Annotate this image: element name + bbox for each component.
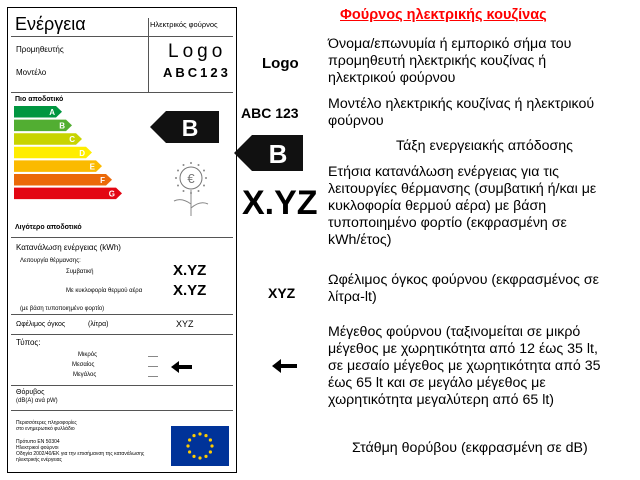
callout-consumption: X.YZ <box>242 184 318 222</box>
desc-supplier-line: Όνομα/επωνυμία ή εμπορικό σήμα του <box>328 36 572 52</box>
flower-star <box>203 170 205 172</box>
desc-model <box>328 96 594 130</box>
type-rule <box>11 385 233 386</box>
consumption-label: Κατανάλωση ενέργειας (kWh) <box>16 243 121 252</box>
desc-supplier <box>328 36 571 87</box>
supplier-rule <box>11 92 233 93</box>
efficiency-bar-letter: B <box>59 121 65 131</box>
eu-flag-star <box>209 450 212 453</box>
desc-size-line: σε μεσαίο μέγεθος με χωρητικότητα από 35 <box>328 358 601 374</box>
energy-label <box>7 7 237 473</box>
desc-model-line: Μοντέλο ηλεκτρικής κουζίνας ή ηλεκτρικού <box>328 96 595 112</box>
size-indicator-arrow-icon <box>171 361 193 373</box>
noise-label: Θόρυβος <box>16 389 45 396</box>
eu-flag-icon <box>171 426 229 466</box>
useful-volume-value: XYZ <box>176 319 194 329</box>
flower-star <box>175 177 177 179</box>
flower-star <box>190 192 192 194</box>
efficiency-scale <box>8 104 236 222</box>
size-small-dash <box>148 356 158 357</box>
desc-supplier-line: ηλεκτρικού φούρνου <box>328 70 456 86</box>
eu-flag-star <box>192 434 195 437</box>
desc-consumption-line: kWh/έτος) <box>328 232 392 248</box>
flower-star <box>183 164 185 166</box>
size-large-dash <box>148 376 158 377</box>
desc-consumption-line: Ετήσια κατανάλωση ενέργειας για τις <box>328 164 559 180</box>
size-large-label: Μεγάλος <box>73 372 97 378</box>
callout-model: ABC 123 <box>241 105 299 121</box>
noise-unit: (dB(A) ανά pW) <box>16 398 58 404</box>
desc-size <box>328 324 601 409</box>
info-line-2: στο ενημερωτικό φυλλάδιο <box>16 426 75 432</box>
desc-consumption-line: λειτουργίες θέρμανσης (συμβατική ή/και με <box>328 181 597 197</box>
efficiency-bar-f <box>14 174 112 186</box>
type-label: Τύπος: <box>16 338 41 347</box>
eu-flag-star <box>188 450 191 453</box>
desc-noise-line: Στάθμη θορύβου (εκφρασμένη σε dB) <box>352 440 588 456</box>
eu-flag-star <box>204 455 207 458</box>
desc-size-line: μέγεθος με χωρητικότητα από 12 έως 35 lt, <box>328 341 598 357</box>
flower-star <box>183 190 185 192</box>
desc-class-line: Τάξη ενεργειακής απόδοσης <box>396 138 573 154</box>
standard-load-label: (με βάση τυποποιημένο φορτίο) <box>20 306 105 312</box>
callout-class-letter: B <box>268 139 288 169</box>
heating-function-label: Λειτουργία θέρμανσης: <box>20 258 81 264</box>
more-efficient-label: Πιο αποδοτικό <box>15 96 64 103</box>
eu-flag-star <box>198 432 201 435</box>
efficiency-bar-letter: C <box>69 135 75 145</box>
efficiency-bar-letter: E <box>89 162 95 172</box>
noise-rule <box>11 410 233 411</box>
desc-size-line: χωρητικότητα μεγαλύτερη από 65 lt) <box>328 392 555 408</box>
flower-star <box>198 164 200 166</box>
model-value: ABC123 <box>163 65 231 80</box>
conventional-label: Συμβατική <box>66 269 94 275</box>
useful-volume-label: Ωφέλιμος όγκος <box>16 321 66 328</box>
header-rule <box>11 36 233 37</box>
desc-consumption-line: κυκλοφορία θερμού αέρα) με βάση <box>328 198 547 214</box>
svg-text:€: € <box>187 171 195 186</box>
flower-star <box>190 162 192 164</box>
less-efficient-label: Λιγότερο αποδοτικό <box>15 224 82 231</box>
desc-consumption <box>328 164 596 249</box>
appliance-type: Ηλεκτρικός φούρνος <box>150 20 218 29</box>
size-small-label: Μικρός <box>78 352 97 358</box>
desc-size-line: Μέγεθος φούρνου (ταξινομείται σε μικρό <box>328 324 581 340</box>
desc-supplier-line: προμηθευτή ηλεκτρικής κουζίνας ή <box>328 53 547 69</box>
flower-star <box>177 170 179 172</box>
eu-flag-star <box>188 438 191 441</box>
standard-line-4: ηλεκτρικής ενέργειας <box>16 457 62 463</box>
desc-size-line: έως 65 lt και σε μεγάλο μέγεθος με <box>328 375 546 391</box>
energy-title: Ενέργεια <box>15 14 86 34</box>
scale-rule <box>11 237 233 238</box>
logo-value: Logo <box>168 41 227 62</box>
model-label: Μοντέλο <box>16 68 47 77</box>
efficiency-bar-g <box>14 188 122 200</box>
desc-class <box>396 138 573 155</box>
desc-model-line: φούρνου <box>328 113 384 129</box>
callout-volume: XYZ <box>268 285 296 301</box>
consumption-conventional-value: X.YZ <box>173 262 207 279</box>
efficiency-bar-letter: F <box>100 176 105 185</box>
efficiency-bar-letter: A <box>49 108 55 117</box>
desc-consumption-line: τυποποιημένο φορτίο (εκφρασμένη σε <box>328 215 567 231</box>
eu-flag-star <box>198 456 201 459</box>
desc-noise <box>352 440 588 457</box>
callout-class-arrow <box>232 133 304 173</box>
supplier-label: Προμηθευτής <box>16 45 64 54</box>
eu-flag-star <box>209 438 212 441</box>
page-title: Φούρνος ηλεκτρικής κουζίνας <box>340 7 547 23</box>
efficiency-bar-letter: D <box>79 148 85 158</box>
callout-size-arrow-icon <box>272 359 298 373</box>
desc-volume <box>328 272 599 306</box>
class-arrow-letter: B <box>181 115 199 141</box>
flower-star <box>203 185 205 187</box>
size-medium-dash <box>148 366 158 367</box>
size-medium-label: Μεσαίος <box>72 362 95 368</box>
info-line-1: Περισσότερες πληροφορίες <box>16 420 77 426</box>
eu-flower-logo <box>174 167 208 216</box>
header-divider <box>148 18 149 93</box>
flower-star <box>198 190 200 192</box>
desc-volume-line: Ωφέλιμος όγκος φούρνου (εκφρασμένος σε <box>328 272 599 288</box>
eu-flag-star <box>186 444 189 447</box>
useful-volume-unit: (λίτρα) <box>88 321 109 328</box>
desc-volume-line: λίτρα-lt) <box>328 289 377 305</box>
standard-line-3: Οδηγία 2002/40/ΕΚ για την επισήμανση της κατανάλωσης <box>16 451 145 457</box>
standard-line-1: Πρότυπο EN 50304 <box>16 439 60 445</box>
eu-flag-star <box>210 444 213 447</box>
callout-logo: Logo <box>262 55 299 72</box>
consumption-fan-value: X.YZ <box>173 282 207 299</box>
standard-line-2: Ηλεκτρικοί φούρνοι <box>16 445 59 451</box>
fan-forced-label: Με κυκλοφορία θερμού αέρα <box>66 288 143 294</box>
eu-flag-star <box>192 455 195 458</box>
efficiency-bar-letter: G <box>108 189 115 199</box>
flower-star <box>205 177 207 179</box>
volume-rule <box>11 334 233 335</box>
flower-star <box>177 185 179 187</box>
eu-flag-star <box>204 434 207 437</box>
consumption-rule <box>11 314 233 315</box>
